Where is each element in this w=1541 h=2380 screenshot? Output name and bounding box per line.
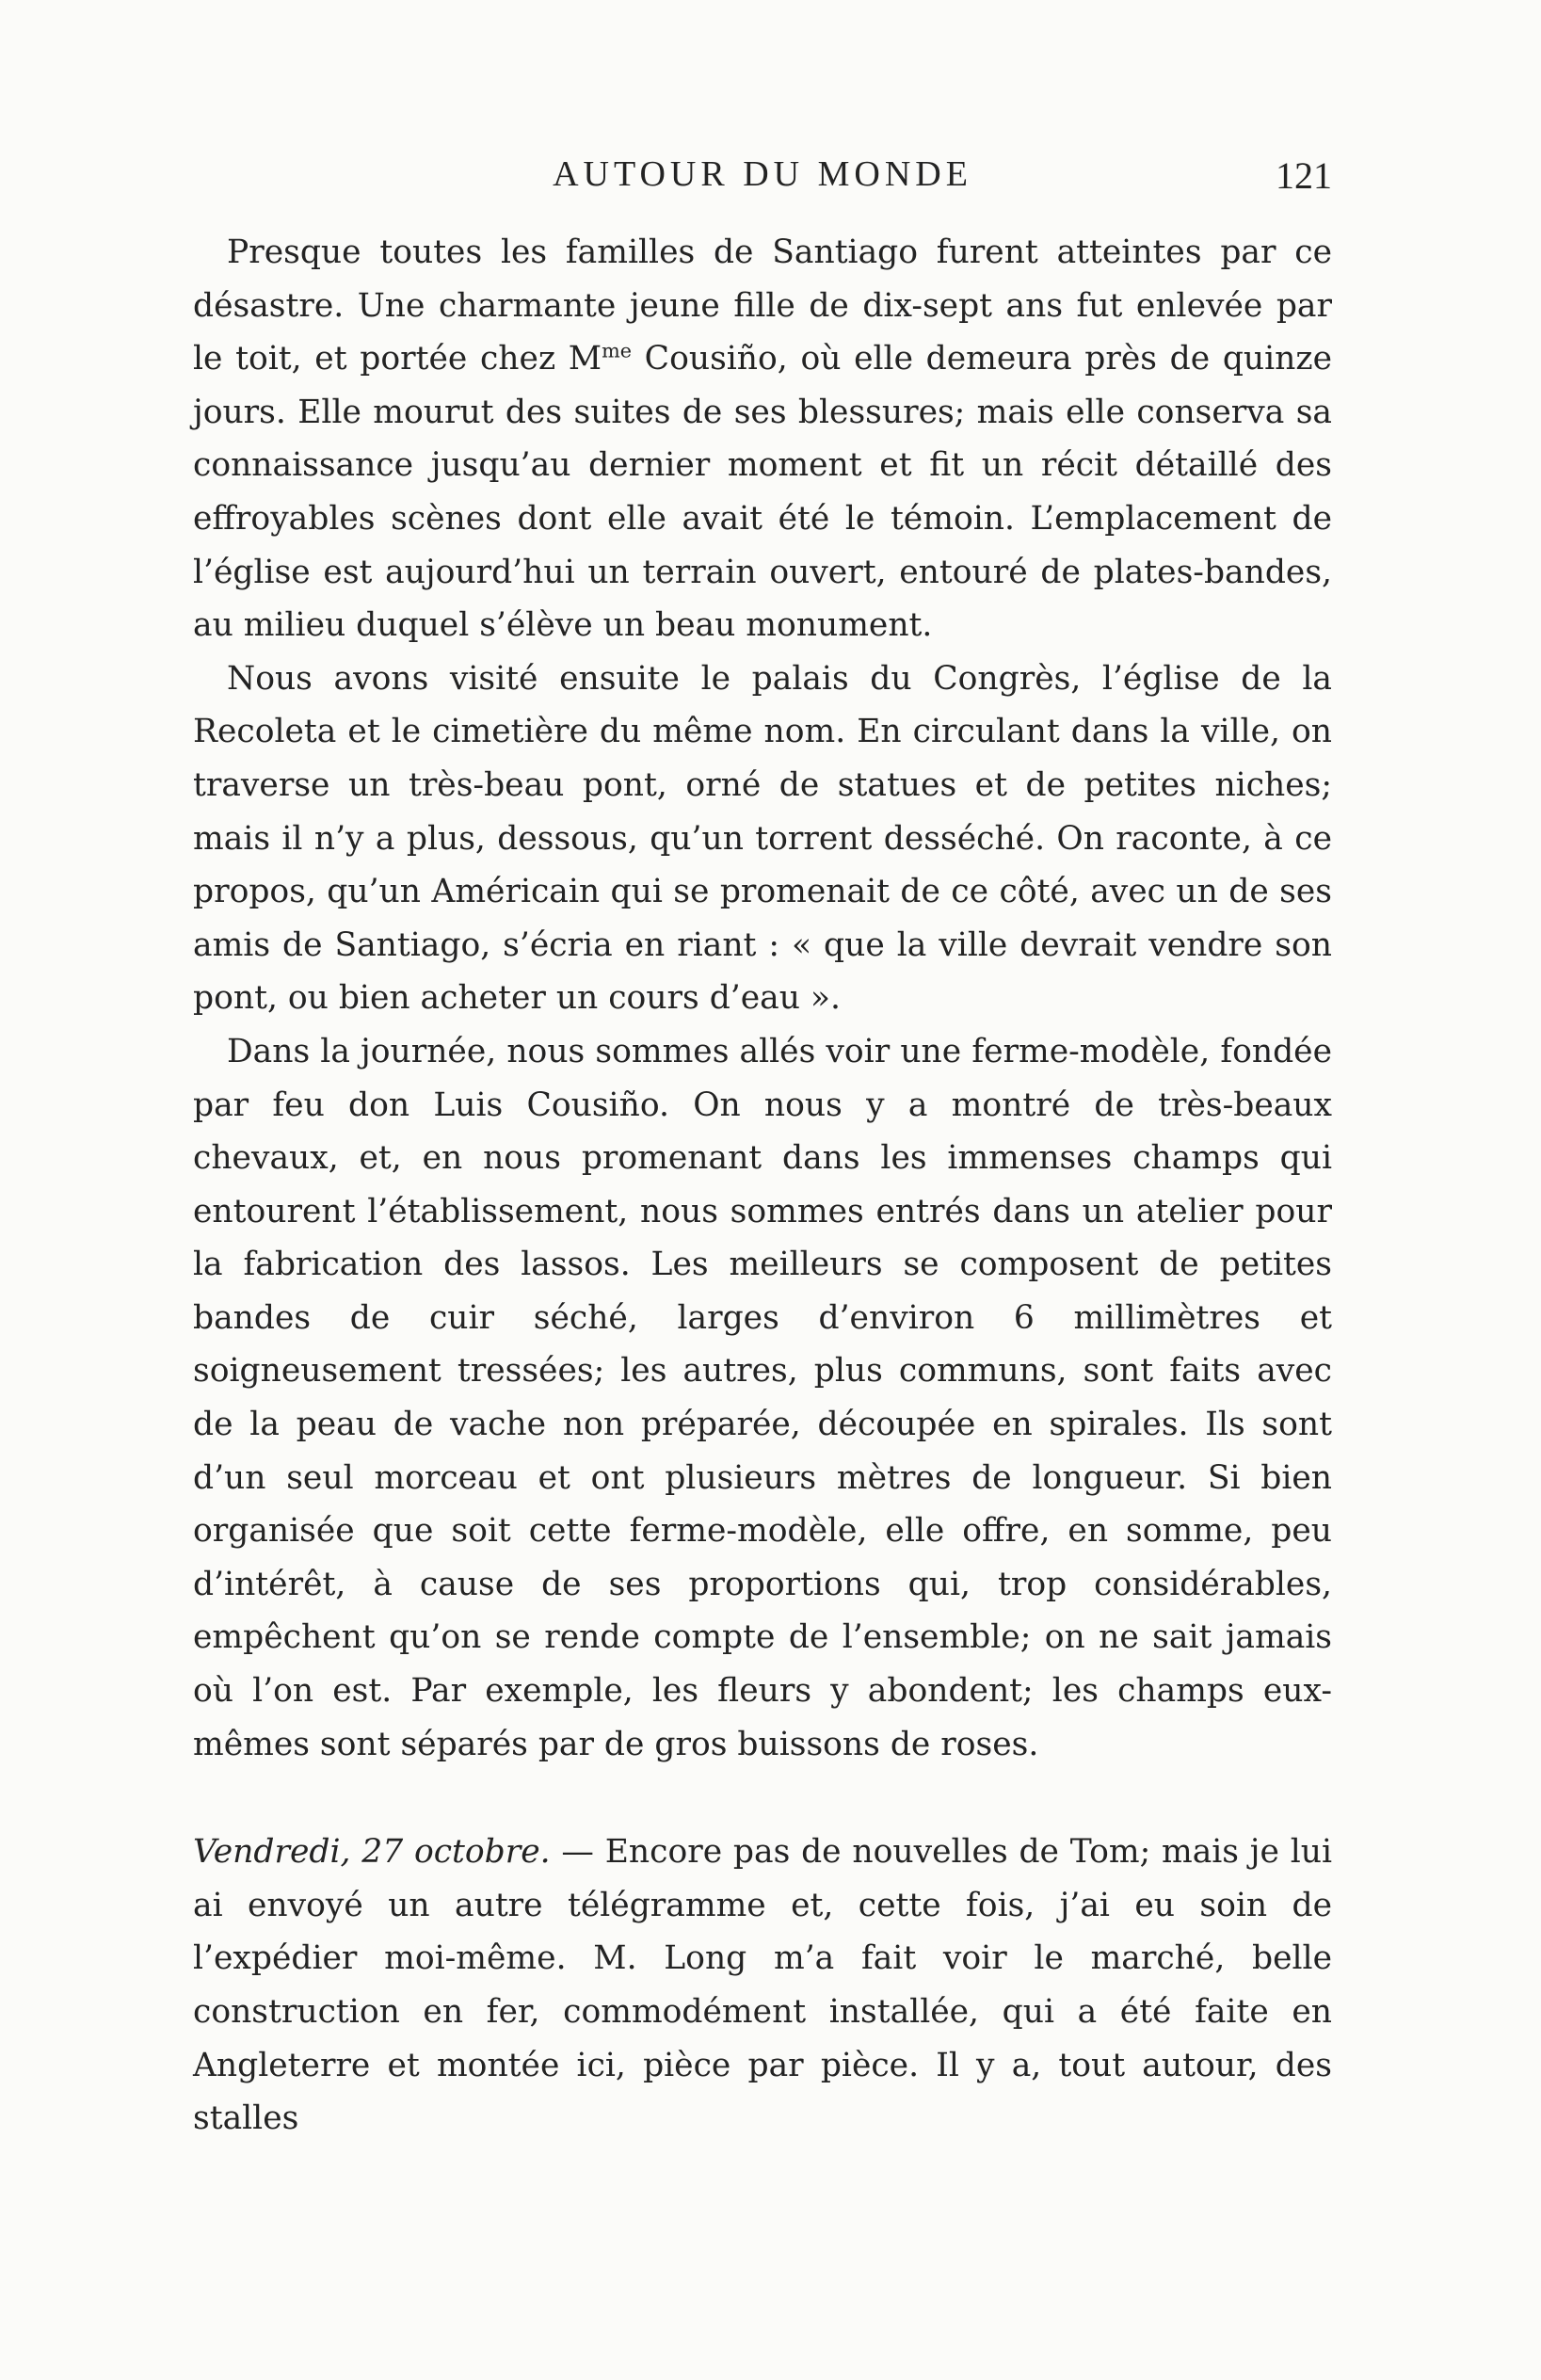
paragraph-1 [193,226,1332,652]
entry-text: — Encore pas de nouvelles de Tom; mais je lui ai envoyé un autre télégramme et, cette fois, j’ai eu soin de l’expédier moi-même. M. Long m’a fait voir le marché, belle construction en fer, commodément installée, qui a été faite en Angleterre et montée ici, pièce par pièce. Il y a, tout autour, des stalles [193,1833,1332,2138]
paragraph-3: Dans la journée, nous sommes allés voir une ferme-modèle, fondée par feu don Luis Cousiño. On nous y a montré de très-beaux chevaux, et, en nous promenant dans les immenses champs qui entourent l’établissement, nous sommes entrés dans un atelier pour la fabrication des lassos. Les meilleurs se composent de petites bandes de cuir séché, larges d’environ 6 millimètres et soigneusement tressées; les autres, plus communs, sont faits avec de la peau de vache non préparée, découpée en spirales. Ils sont d’un seul morceau et ont plusieurs mètres de longueur. Si bien organisée que soit cette ferme-modèle, elle offre, en somme, peu d’intérêt, à cause de ses proportions qui, trop considérables, empêchent qu’on se rende compte de l’ensemble; on ne sait jamais où l’on est. Par exemple, les fleurs y abondent; les champs eux-mêmes sont séparés par de gros buissons de roses. [193,1032,1332,1763]
diary-entry [193,1825,1332,2146]
abbreviation-superscript: me [602,339,632,362]
paragraph-2: Nous avons visité ensuite le palais du Congrès, l’église de la Recoleta et le cimetière du même nom. En circulant dans la ville, on traverse un très-beau pont, orné de statues et de petites niches; mais il n’y a plus, dessous, qu’un torrent desséché. On raconte, à ce propos, qu’un Américain qui se promenait de ce côté, avec un de ses amis de Santiago, s’écria en riant : « que la ville devrait vendre son pont, ou bien acheter un cours d’eau ». [193,659,1332,1018]
entry-date: Vendredi, 27 octobre. [193,1833,551,1872]
body-text [193,226,1332,2146]
page-number: 121 [1276,154,1332,197]
paragraph-1-text-start: Presque toutes les familles de Santiago furent atteintes par ce désastre. Une charmante jeune fille de dix-sept ans fut enlevée par le toit, et portée chez M [193,233,1332,378]
paragraph-1-text-end: Cousiño, où elle demeura près de quinze jours. Elle mourut des suites de ses blessures; mais elle conserva sa connaissance jusqu’au dernier moment et fit un récit détaillé des effroyables scènes dont elle avait été le témoin. L’emplacement de l’église est aujourd’hui un terrain ouvert, entouré de plates-bandes, au milieu duquel s’élève un beau monument. [193,340,1332,645]
running-title: AUTOUR DU MONDE [553,154,972,194]
running-head [193,151,1332,207]
